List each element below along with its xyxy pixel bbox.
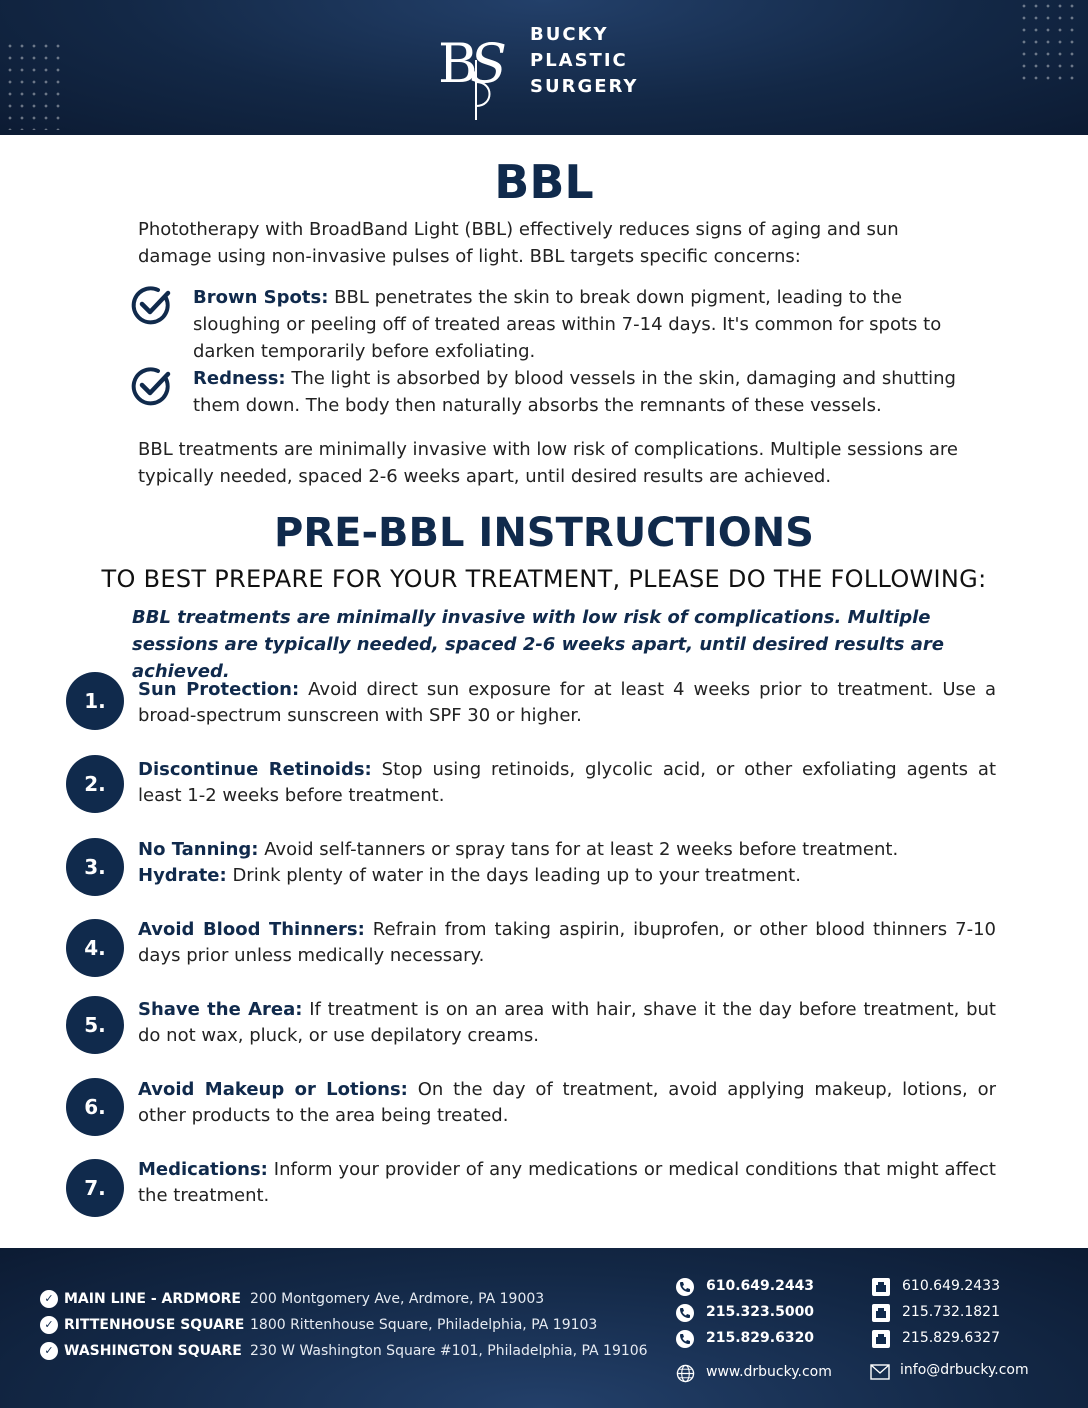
step-label: Medications: (138, 1159, 268, 1180)
step-description: On the day of treatment, avoid applying makeup, lotions, or other products to the area being treated. (138, 1079, 996, 1126)
brand-name-line-2: PLASTIC (530, 50, 628, 71)
step-number: 6. (66, 1078, 124, 1136)
page-title: BBL (494, 155, 594, 209)
step-number: 4. (66, 919, 124, 977)
step-label: Avoid Blood Thinners: (138, 919, 365, 940)
phone-number: 215.323.5000 (706, 1304, 815, 1320)
brand-logo (436, 20, 656, 120)
fax-icon (872, 1304, 890, 1322)
section-title: PRE-BBL INSTRUCTIONS (274, 510, 814, 556)
fax-number: 610.649.2433 (902, 1278, 1000, 1294)
location-pin-icon: ✓ (40, 1316, 58, 1334)
intro-paragraph: Phototherapy with BroadBand Light (BBL) effectively reduces signs of aging and sun damage using non-invasive pulses of light. BBL targets specific concerns: (138, 219, 899, 267)
location-address: 230 W Washington Square #101, Philadelphia, PA 19106 (250, 1343, 648, 1359)
step-label: Discontinue Retinoids: (138, 759, 372, 780)
fax-number: 215.732.1821 (902, 1304, 1000, 1320)
brand-name (530, 22, 638, 100)
treatment-note: BBL treatments are minimally invasive with low risk of complications. Multiple sessions are typically needed, spaced 2-6 weeks apart, until desired results are achieved. (138, 439, 959, 487)
step-description: If treatment is on an area with hair, shave it the day before treatment, but do not wax, pluck, or use depilatory creams. (138, 999, 996, 1046)
step-description: Stop using retinoids, glycolic acid, or other exfoliating agents at least 1-2 weeks before treatment. (138, 759, 997, 806)
location-pin-icon: ✓ (40, 1342, 58, 1360)
step-number: 1. (66, 672, 124, 730)
step-text (138, 837, 996, 889)
step-number: 2. (66, 755, 124, 813)
phone-number: 610.649.2443 (706, 1278, 815, 1294)
brand-name-line-3: SURGERY (530, 76, 639, 97)
concern-description: BBL penetrates the skin to break down pigment, leading to the sloughing or peeling off of treated areas within 7-14 days. It's common for spots to darken temporarily before exfoliating. (193, 287, 942, 362)
step-description-secondary: Drink plenty of water in the days leading up to your treatment. (226, 865, 801, 886)
email-address: info@drbucky.com (900, 1362, 1029, 1378)
step-text (138, 1157, 996, 1209)
step-description: Avoid direct sun exposure for at least 4 weeks prior to treatment. Use a broad-spectrum sunscreen with SPF 30 or higher. (138, 679, 996, 726)
step-number: 7. (66, 1159, 124, 1217)
step-label: Avoid Makeup or Lotions: (138, 1079, 408, 1100)
step-text (138, 917, 996, 969)
step-text (138, 997, 996, 1049)
step-number: 3. (66, 838, 124, 896)
location-pin-icon: ✓ (40, 1290, 58, 1308)
fax-icon (872, 1330, 890, 1348)
step-description: Avoid self-tanners or spray tans for at least 2 weeks before treatment. (258, 839, 899, 860)
concern-text (193, 284, 983, 365)
decorative-dots-left (4, 40, 64, 130)
step-label: No Tanning: (138, 839, 259, 860)
phone-icon (676, 1330, 694, 1348)
svg-text:S: S (470, 32, 507, 95)
check-circle-icon (130, 365, 172, 407)
step-text (138, 1077, 996, 1129)
step-description: Inform your provider of any medications or medical conditions that might affect the treatment. (138, 1159, 996, 1206)
section-subtitle: TO BEST PREPARE FOR YOUR TREATMENT, PLEASE DO THE FOLLOWING: (101, 565, 987, 593)
step-label-secondary: Hydrate: (138, 865, 227, 886)
check-circle-icon (130, 284, 172, 326)
section-note: BBL treatments are minimally invasive with low risk of complications. Multiple sessions are typically needed, spaced 2-6 weeks apart, until desired results are achieved. (132, 607, 945, 682)
concern-description: The light is absorbed by blood vessels in the skin, damaging and shutting them down. The body then naturally absorbs the remnants of these vessels. (193, 368, 956, 416)
brand-name-line-1: BUCKY (530, 24, 609, 45)
location-name: RITTENHOUSE SQUARE (64, 1317, 245, 1333)
location-address: 1800 Rittenhouse Square, Philadelphia, PA 19103 (250, 1317, 598, 1333)
step-text (138, 757, 996, 809)
step-label: Sun Protection: (138, 679, 300, 700)
decorative-dots-right (1018, 0, 1078, 80)
globe-icon (676, 1364, 695, 1383)
phone-icon (676, 1304, 694, 1322)
step-text (138, 677, 996, 729)
location-name: MAIN LINE - ARDMORE (64, 1291, 241, 1307)
fax-icon (872, 1278, 890, 1296)
website-url: www.drbucky.com (706, 1364, 832, 1380)
monogram-logo-icon (436, 20, 512, 120)
phone-icon (676, 1278, 694, 1296)
concern-text (193, 365, 983, 419)
concern-label: Redness: (193, 368, 286, 389)
footer (0, 1248, 1088, 1408)
phone-number: 215.829.6320 (706, 1330, 815, 1346)
concern-label: Brown Spots: (193, 287, 329, 308)
svg-text:B: B (438, 32, 478, 95)
envelope-icon (870, 1364, 890, 1380)
step-number: 5. (66, 996, 124, 1054)
step-label: Shave the Area: (138, 999, 303, 1020)
fax-number: 215.829.6327 (902, 1330, 1000, 1346)
header-banner (0, 0, 1088, 135)
location-name: WASHINGTON SQUARE (64, 1343, 242, 1359)
location-address: 200 Montgomery Ave, Ardmore, PA 19003 (250, 1291, 545, 1307)
step-description: Refrain from taking aspirin, ibuprofen, or other blood thinners 7-10 days prior unless medically necessary. (138, 919, 996, 966)
